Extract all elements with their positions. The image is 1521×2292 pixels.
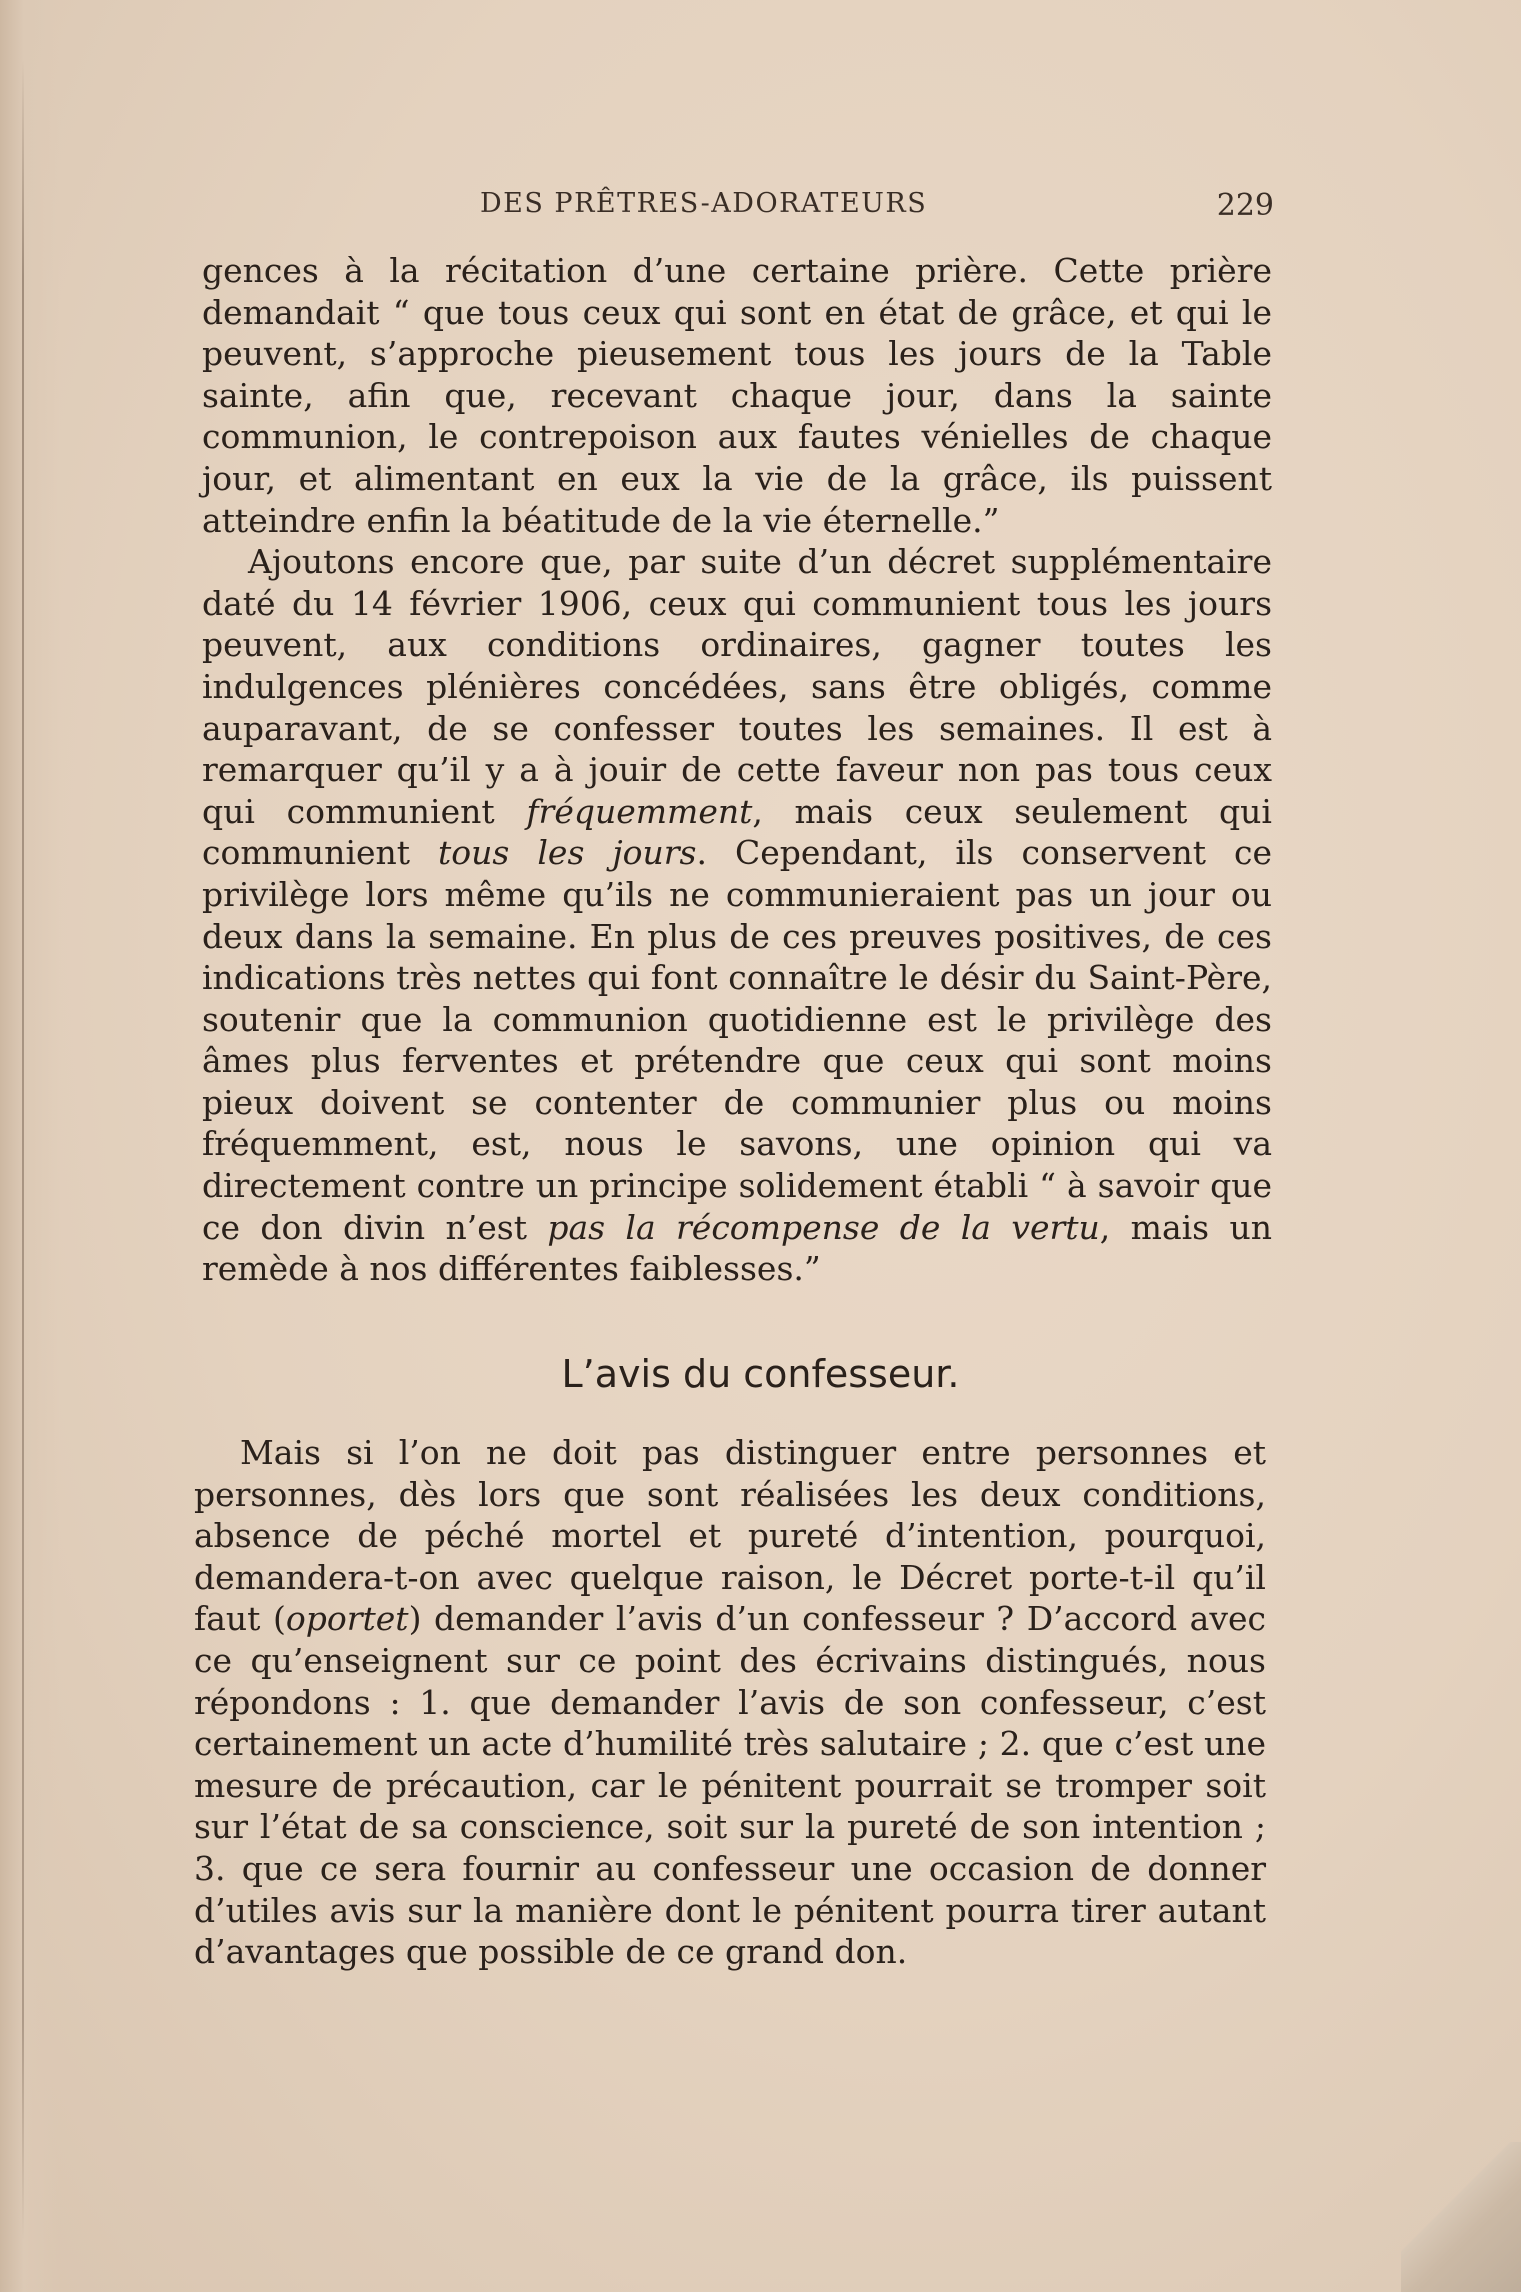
- paragraph-2: [202, 541, 1272, 1290]
- paragraph-3: [194, 1432, 1266, 1973]
- corner-tear: [1401, 2142, 1521, 2292]
- spine-shadow: [0, 0, 60, 2292]
- page-number: 229: [1216, 188, 1274, 223]
- running-head: DES PRÊTRES-ADORATEURS: [480, 188, 928, 219]
- paragraph-2-part-4: , mais un remède à nos différentes faiblesses.”: [202, 1207, 1272, 1289]
- paragraph-3-part-1: Mais si l’on ne doit pas distinguer entre personnes et personnes, dès lors que sont réalisées les deux conditions, absence de péché mortel et pureté d’intention, pourquoi, demandera-t-on avec quelque raison, le Décret porte-t-il qu’il faut (: [194, 1433, 1266, 1639]
- section-heading: L’avis du confesseur.: [561, 1352, 960, 1396]
- main-text: [202, 250, 1272, 1290]
- paragraph-2-part-1: Ajoutons encore que, par suite d’un décret supplémentaire daté du 14 février 1906, ceux qui communient tous les jours peuvent, aux conditions ordinaires, gagner toutes les indulgences plénières concédées, sans être obligés, comme auparavant, de se confesser toutes les semaines. Il est à remarquer qu’il y a à jouir de cette faveur non pas tous ceux qui communient: [202, 542, 1272, 831]
- page-header: [480, 188, 1280, 228]
- paragraph-1: gences à la récitation d’une certaine prière. Cette prière demandait “ que tous ceux qui sont en état de grâce, et qui le peuvent, s’approche pieusement tous les jours de la Table sainte, afin que, recevant chaque jour, dans la sainte communion, le contrepoison aux fautes vénielles de chaque jour, et alimentant en eux la vie de la grâce, ils puissent atteindre enfin la béatitude de la vie éternelle.”: [202, 251, 1272, 540]
- section-text: [194, 1432, 1266, 1973]
- paragraph-2-italic-3: pas la récompense de la vertu: [547, 1207, 1100, 1247]
- paragraph-3-part-2: ) demander l’avis d’un confesseur ? D’accord avec ce qu’enseignent sur ce point des écrivains distingués, nous répondons : 1. que demander l’avis de son confesseur, c’est certainement un acte d’humilité très salutaire ; 2. que c’est une mesure de précaution, car le pénitent pourrait se tromper soit sur l’état de sa conscience, soit sur la pureté de son intention ; 3. que ce sera fournir au confesseur une occasion de donner d’utiles avis sur la manière dont le pénitent pourra tirer autant d’avantages que possible de ce grand don.: [194, 1599, 1266, 1972]
- page-edge-line: [22, 60, 24, 2240]
- paragraph-2-part-2: , mais ceux seulement qui communient: [202, 791, 1272, 873]
- paragraph-2-part-3: . Cependant, ils conservent ce privilège lors même qu’ils ne communieraient pas un jour ou deux dans la semaine. En plus de ces preuves positives, de ces indications très nettes qui font connaître le désir du Saint-Père, soutenir que la communion quotidienne est le privilège des âmes plus ferventes et prétendre que ceux qui sont moins pieux doivent se contenter de communier plus ou moins fréquemment, est, nous le savons, une opinion qui va directement contre un principe solidement établi “ à savoir que ce don divin n’est: [202, 833, 1273, 1247]
- paragraph-2-italic-1: fréquemment: [526, 791, 753, 831]
- paragraph-3-italic-1: oportet: [285, 1599, 409, 1639]
- paragraph-2-italic-2: tous les jours: [438, 833, 697, 873]
